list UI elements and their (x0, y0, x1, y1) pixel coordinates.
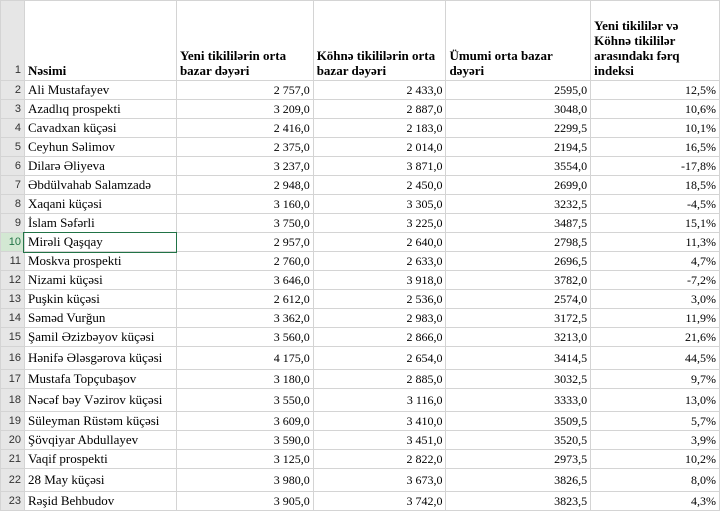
row-header[interactable]: 14 (1, 309, 25, 328)
header-cell-average[interactable]: Ümumi orta bazar dəyəri (446, 1, 591, 81)
cell-old-value[interactable]: 3 871,0 (313, 157, 446, 176)
cell-average-value[interactable]: 3520,5 (446, 431, 591, 450)
cell-new-value[interactable]: 2 757,0 (176, 81, 313, 100)
table-row (1, 328, 720, 347)
cell-index-value[interactable]: 9,7% (591, 370, 720, 389)
row-header[interactable]: 9 (1, 214, 25, 233)
cell-new-value[interactable]: 2 375,0 (176, 138, 313, 157)
cell-new-value[interactable]: 2 760,0 (176, 252, 313, 271)
cell-average-value[interactable]: 3487,5 (446, 214, 591, 233)
header-cell-difference-index[interactable]: Yeni tikililər və Köhnə tikililər arasındakı fərq indeksi (591, 1, 720, 81)
cell-average-value[interactable]: 3782,0 (446, 271, 591, 290)
cell-old-value[interactable]: 3 742,0 (313, 492, 446, 511)
cell-street-name[interactable]: Səməd Vurğun (24, 309, 176, 328)
cell-index-value[interactable]: 11,9% (591, 309, 720, 328)
cell-old-value[interactable]: 2 633,0 (313, 252, 446, 271)
cell-new-value[interactable]: 2 612,0 (176, 290, 313, 309)
cell-average-value[interactable]: 2574,0 (446, 290, 591, 309)
cell-new-value[interactable]: 3 160,0 (176, 195, 313, 214)
cell-street-name[interactable]: Süleyman Rüstəm küçəsi (24, 412, 176, 431)
cell-street-name[interactable]: Ali Mustafayev (24, 81, 176, 100)
cell-index-value[interactable]: 44,5% (591, 347, 720, 370)
cell-index-value[interactable]: -7,2% (591, 271, 720, 290)
cell-street-name[interactable]: 28 May küçəsi (24, 469, 176, 492)
cell-average-value[interactable]: 3823,5 (446, 492, 591, 511)
cell-old-value[interactable]: 2 887,0 (313, 100, 446, 119)
table-row (1, 271, 720, 290)
table-row (1, 290, 720, 309)
cell-new-value[interactable]: 3 646,0 (176, 271, 313, 290)
cell-new-value[interactable]: 3 180,0 (176, 370, 313, 389)
cell-new-value[interactable]: 3 590,0 (176, 431, 313, 450)
cell-average-value[interactable]: 3414,5 (446, 347, 591, 370)
row-header[interactable]: 15 (1, 328, 25, 347)
cell-index-value[interactable]: 15,1% (591, 214, 720, 233)
row-header[interactable]: 13 (1, 290, 25, 309)
table-row (1, 214, 720, 233)
row-header[interactable]: 2 (1, 81, 25, 100)
cell-index-value[interactable]: 8,0% (591, 469, 720, 492)
cell-street-name[interactable]: Şamil Əzizbəyov küçəsi (24, 328, 176, 347)
cell-old-value[interactable]: 2 433,0 (313, 81, 446, 100)
table-row (1, 81, 720, 100)
cell-street-name[interactable]: Ceyhun Səlimov (24, 138, 176, 157)
cell-street-name[interactable]: Hənifə Ələsgərova küçəsi (24, 347, 176, 370)
cell-index-value[interactable]: -4,5% (591, 195, 720, 214)
cell-new-value[interactable]: 3 550,0 (176, 389, 313, 412)
cell-average-value[interactable]: 3826,5 (446, 469, 591, 492)
cell-new-value[interactable]: 2 948,0 (176, 176, 313, 195)
row-header[interactable]: 3 (1, 100, 25, 119)
cell-street-name[interactable]: Dilarə Əliyeva (24, 157, 176, 176)
row-header[interactable]: 21 (1, 450, 25, 469)
cell-old-value[interactable]: 2 183,0 (313, 119, 446, 138)
cell-average-value[interactable]: 2299,5 (446, 119, 591, 138)
cell-old-value[interactable]: 3 305,0 (313, 195, 446, 214)
cell-old-value[interactable]: 2 536,0 (313, 290, 446, 309)
row-header[interactable]: 1 (1, 1, 25, 81)
table-row (1, 370, 720, 389)
table-row (1, 119, 720, 138)
cell-average-value[interactable]: 2973,5 (446, 450, 591, 469)
cell-index-value[interactable]: -17,8% (591, 157, 720, 176)
cell-street-name[interactable]: Nizami küçəsi (24, 271, 176, 290)
cell-index-value[interactable]: 10,6% (591, 100, 720, 119)
cell-average-value[interactable]: 3172,5 (446, 309, 591, 328)
cell-index-value[interactable]: 4,3% (591, 492, 720, 511)
row-header[interactable]: 23 (1, 492, 25, 511)
cell-street-name[interactable]: Azadlıq prospekti (24, 100, 176, 119)
table-row (1, 389, 720, 412)
cell-new-value[interactable]: 3 980,0 (176, 469, 313, 492)
cell-index-value[interactable]: 10,2% (591, 450, 720, 469)
table-row (1, 100, 720, 119)
cell-average-value[interactable]: 2699,0 (446, 176, 591, 195)
cell-new-value[interactable]: 3 209,0 (176, 100, 313, 119)
table-row (1, 157, 720, 176)
cell-average-value[interactable]: 3333,0 (446, 389, 591, 412)
cell-index-value[interactable]: 21,6% (591, 328, 720, 347)
cell-average-value[interactable]: 3509,5 (446, 412, 591, 431)
cell-old-value[interactable]: 3 410,0 (313, 412, 446, 431)
row-header[interactable]: 19 (1, 412, 25, 431)
cell-new-value[interactable]: 3 609,0 (176, 412, 313, 431)
cell-old-value[interactable]: 3 918,0 (313, 271, 446, 290)
cell-average-value[interactable]: 2595,0 (446, 81, 591, 100)
cell-street-name[interactable]: Mustafa Topçubaşov (24, 370, 176, 389)
cell-average-value[interactable]: 2798,5 (446, 233, 591, 252)
table-row (1, 309, 720, 328)
cell-old-value[interactable]: 3 116,0 (313, 389, 446, 412)
cell-index-value[interactable]: 3,0% (591, 290, 720, 309)
cell-street-name[interactable]: Nəcəf bəy Vəzirov küçəsi (24, 389, 176, 412)
cell-old-value[interactable]: 2 822,0 (313, 450, 446, 469)
table-row (1, 233, 720, 252)
table-row (1, 252, 720, 271)
cell-index-value[interactable]: 16,5% (591, 138, 720, 157)
cell-average-value[interactable]: 3554,0 (446, 157, 591, 176)
row-header[interactable]: 16 (1, 347, 25, 370)
row-header[interactable]: 22 (1, 469, 25, 492)
cell-average-value[interactable]: 3032,5 (446, 370, 591, 389)
cell-street-name[interactable]: Xaqani küçəsi (24, 195, 176, 214)
cell-average-value[interactable]: 2696,5 (446, 252, 591, 271)
table-row (1, 195, 720, 214)
row-header[interactable]: 4 (1, 119, 25, 138)
cell-old-value[interactable]: 2 983,0 (313, 309, 446, 328)
row-header[interactable]: 7 (1, 176, 25, 195)
cell-index-value[interactable]: 10,1% (591, 119, 720, 138)
cell-new-value[interactable]: 4 175,0 (176, 347, 313, 370)
cell-old-value[interactable]: 2 450,0 (313, 176, 446, 195)
cell-index-value[interactable]: 12,5% (591, 81, 720, 100)
cell-old-value[interactable]: 2 885,0 (313, 370, 446, 389)
cell-new-value[interactable]: 3 905,0 (176, 492, 313, 511)
table-row (1, 492, 720, 511)
cell-street-name[interactable]: Vaqif prospekti (24, 450, 176, 469)
table-row (1, 347, 720, 370)
cell-old-value[interactable]: 2 866,0 (313, 328, 446, 347)
cell-index-value[interactable]: 3,9% (591, 431, 720, 450)
cell-index-value[interactable]: 4,7% (591, 252, 720, 271)
table-row (1, 469, 720, 492)
cell-index-value[interactable]: 13,0% (591, 389, 720, 412)
cell-new-value[interactable]: 2 957,0 (176, 233, 313, 252)
cell-street-name[interactable]: Rəşid Behbudov (24, 492, 176, 511)
header-cell-old-buildings[interactable]: Köhnə tikililərin orta bazar dəyəri (313, 1, 446, 81)
row-header[interactable]: 18 (1, 389, 25, 412)
row-header[interactable]: 20 (1, 431, 25, 450)
cell-average-value[interactable]: 3232,5 (446, 195, 591, 214)
header-cell-district[interactable]: Nəsimi (24, 1, 176, 81)
cell-old-value[interactable]: 3 451,0 (313, 431, 446, 450)
cell-street-name[interactable]: Cavadxan küçəsi (24, 119, 176, 138)
cell-new-value[interactable]: 3 560,0 (176, 328, 313, 347)
table-row (1, 176, 720, 195)
cell-street-name[interactable]: Moskva prospekti (24, 252, 176, 271)
cell-new-value[interactable]: 3 750,0 (176, 214, 313, 233)
cell-index-value[interactable]: 11,3% (591, 233, 720, 252)
table-row (1, 138, 720, 157)
cell-index-value[interactable]: 18,5% (591, 176, 720, 195)
cell-old-value[interactable]: 2 014,0 (313, 138, 446, 157)
cell-average-value[interactable]: 2194,5 (446, 138, 591, 157)
cell-old-value[interactable]: 2 654,0 (313, 347, 446, 370)
table-row (1, 412, 720, 431)
row-header[interactable]: 8 (1, 195, 25, 214)
row-header[interactable]: 17 (1, 370, 25, 389)
row-header[interactable]: 12 (1, 271, 25, 290)
cell-index-value[interactable]: 5,7% (591, 412, 720, 431)
cell-street-name[interactable]: Mirəli Qaşqay (24, 233, 176, 252)
cell-new-value[interactable]: 3 362,0 (176, 309, 313, 328)
header-cell-new-buildings[interactable]: Yeni tikililərin orta bazar dəyəri (176, 1, 313, 81)
cell-street-name[interactable]: Puşkin küçəsi (24, 290, 176, 309)
row-header[interactable]: 6 (1, 157, 25, 176)
cell-average-value[interactable]: 3213,0 (446, 328, 591, 347)
header-row (1, 1, 720, 81)
cell-street-name[interactable]: İslam Səfərli (24, 214, 176, 233)
cell-old-value[interactable]: 2 640,0 (313, 233, 446, 252)
cell-old-value[interactable]: 3 673,0 (313, 469, 446, 492)
cell-old-value[interactable]: 3 225,0 (313, 214, 446, 233)
cell-street-name[interactable]: Əbdülvahab Salamzadə (24, 176, 176, 195)
cell-new-value[interactable]: 3 237,0 (176, 157, 313, 176)
row-header[interactable]: 10 (1, 233, 25, 252)
cell-street-name[interactable]: Şövqiyar Abdullayev (24, 431, 176, 450)
row-header[interactable]: 5 (1, 138, 25, 157)
cell-average-value[interactable]: 3048,0 (446, 100, 591, 119)
cell-new-value[interactable]: 2 416,0 (176, 119, 313, 138)
row-header[interactable]: 11 (1, 252, 25, 271)
table-row (1, 450, 720, 469)
cell-new-value[interactable]: 3 125,0 (176, 450, 313, 469)
table-row (1, 431, 720, 450)
